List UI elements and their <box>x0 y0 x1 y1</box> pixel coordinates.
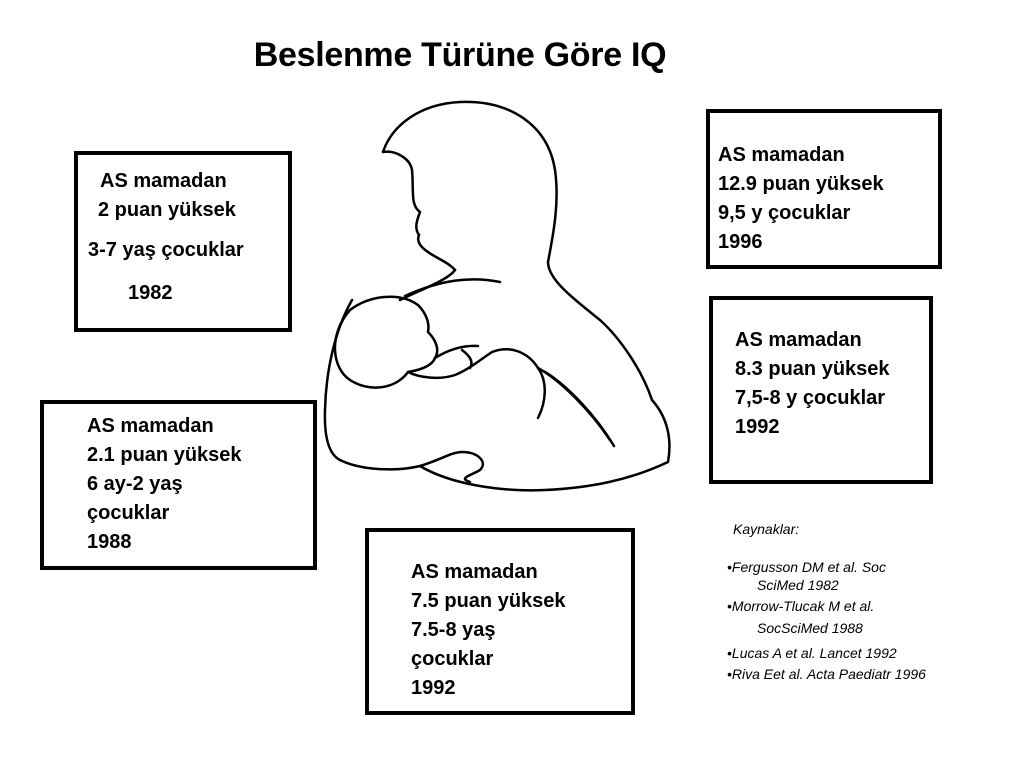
result-box-1992 <box>709 296 933 484</box>
box-line: 7,5-8 y çocuklar <box>735 387 886 409</box>
box-line: AS mamadan <box>100 170 227 192</box>
box-line: 2 puan yüksek <box>98 199 236 221</box>
result-box-1996 <box>706 109 942 269</box>
box-line: 1988 <box>87 531 132 553</box>
page-title: Beslenme Türüne Göre IQ <box>253 36 667 74</box>
box-line: çocuklar <box>87 502 170 524</box>
reference-text: •Morrow-Tlucak M et al. <box>727 598 875 614</box>
reference-item <box>727 644 897 662</box>
box-line: 6 ay-2 yaş <box>87 473 183 495</box>
box-line: 9,5 y çocuklar <box>718 202 851 224</box>
box-line: 8.3 puan yüksek <box>735 358 890 380</box>
box-line: 12.9 puan yüksek <box>718 173 884 195</box>
box-line: 1996 <box>718 231 763 253</box>
reference-item <box>727 597 874 637</box>
reference-item <box>727 558 886 594</box>
box-line: AS mamadan <box>735 329 862 351</box>
box-line: 1992 <box>411 677 456 699</box>
box-line: 7.5 puan yüksek <box>411 590 566 612</box>
box-line: AS mamadan <box>411 561 538 583</box>
reference-text: •Fergusson DM et al. Soc <box>727 559 886 575</box>
box-line: 1992 <box>735 416 780 438</box>
reference-text-cont: SciMed 1982 <box>757 577 839 593</box>
result-box-1982 <box>74 151 292 332</box>
box-line: AS mamadan <box>718 144 845 166</box>
result-box-1988 <box>40 400 317 570</box>
box-line: 2.1 puan yüksek <box>87 444 242 466</box>
reference-text-cont: SocSciMed 1988 <box>757 620 863 636</box>
result-box-1992-lucas <box>365 528 635 715</box>
box-line: çocuklar <box>411 648 494 670</box>
references-heading: Kaynaklar: <box>733 521 800 537</box>
box-line: 3-7 yaş çocuklar <box>88 239 244 261</box>
mother-breastfeeding-baby-icon <box>300 90 690 510</box>
reference-text: •Lucas A et al. Lancet 1992 <box>727 645 897 661</box>
box-line: AS mamadan <box>87 415 214 437</box>
box-line: 7.5-8 yaş <box>411 619 496 641</box>
reference-text: •Riva Eet al. Acta Paediatr 1996 <box>727 666 926 682</box>
box-line: 1982 <box>128 282 173 304</box>
reference-item <box>727 665 926 683</box>
